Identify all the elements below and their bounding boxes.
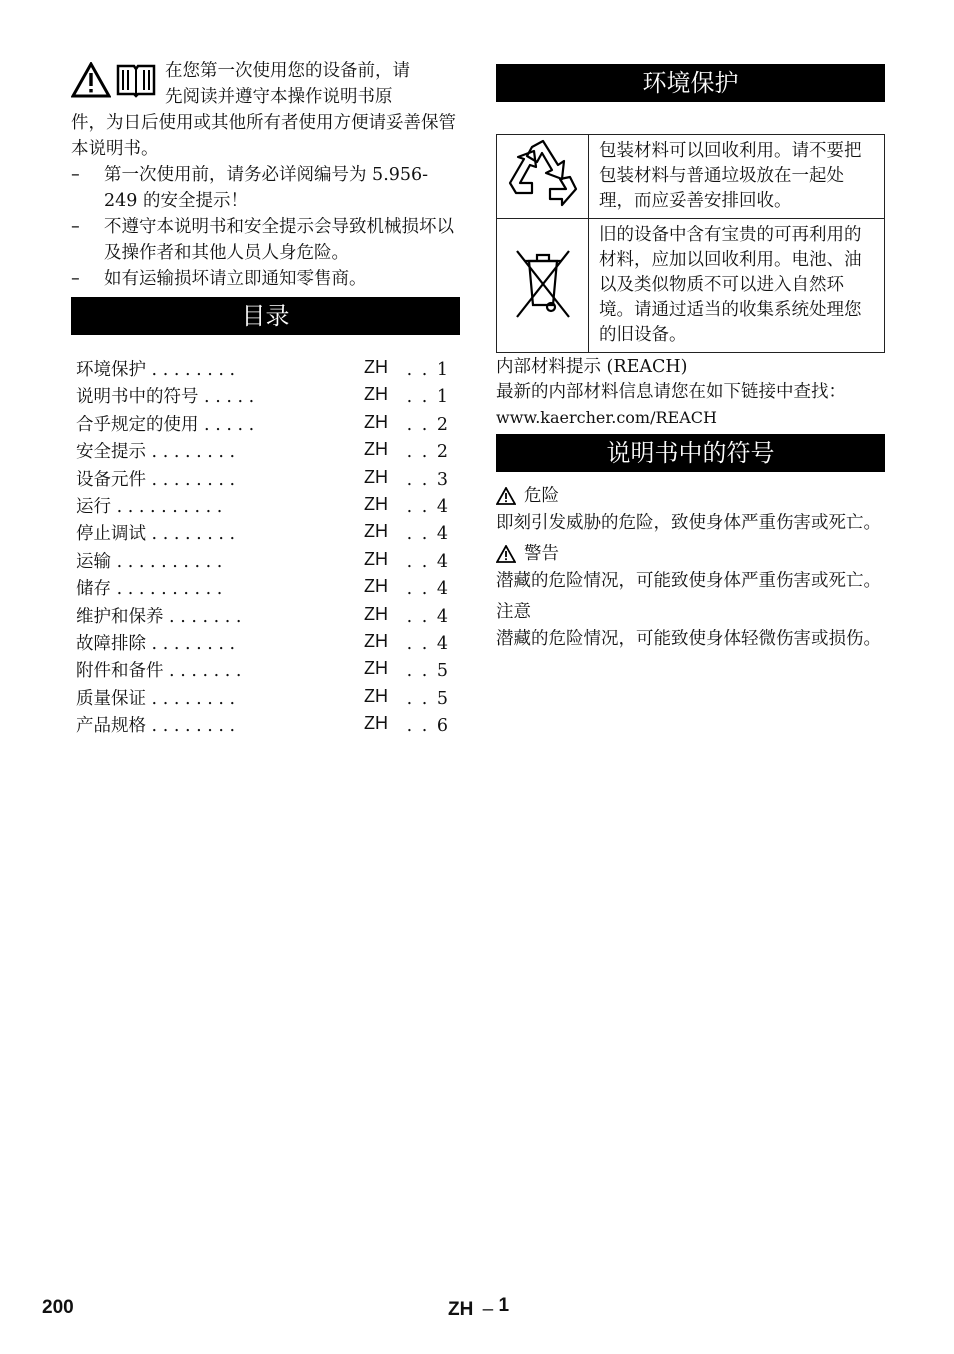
toc-title: 储存 . . . . . . . . . .: [76, 579, 223, 600]
warning-triangle-icon: [71, 62, 111, 98]
reach-text: 最新的内部材料信息请您在如下链接中查找：: [496, 382, 846, 402]
env-icon-cell: [497, 135, 589, 219]
toc-page: . . 5: [406, 661, 450, 682]
toc-row[interactable]: [71, 521, 460, 548]
toc-lang: ZH: [364, 658, 388, 679]
toc-row[interactable]: [71, 384, 460, 411]
toc-title: 维护和保养 . . . . . . .: [76, 606, 242, 627]
toc-page: . . 4: [406, 496, 450, 517]
toc-row[interactable]: [71, 494, 460, 521]
bullet-dash: –: [71, 165, 80, 185]
toc-lang: ZH: [364, 493, 388, 514]
toc-row[interactable]: [71, 357, 460, 384]
toc-page: . . 2: [406, 442, 450, 463]
toc-lang: ZH: [364, 357, 388, 377]
toc-page: . . 4: [406, 606, 450, 627]
warning-triangle-icon: [496, 487, 516, 505]
caution-label: 注意: [496, 602, 531, 622]
toc-lang: ZH: [364, 384, 388, 405]
toc-page: . . 1: [406, 387, 450, 408]
read-manual-book-icon: [115, 62, 157, 98]
toc-title: 合乎规定的使用 . . . . .: [76, 414, 255, 435]
toc-page: . . 5: [406, 688, 450, 709]
toc-title: 质量保证 . . . . . . . .: [76, 688, 236, 709]
env-icon-cell: [497, 219, 589, 353]
page-number: 200: [42, 1297, 74, 1318]
toc-lang: ZH: [364, 630, 388, 651]
bullet-dash: –: [71, 269, 80, 289]
toc-page: . . 2: [406, 414, 450, 435]
toc-lang: ZH: [364, 685, 388, 706]
left-column: [71, 58, 460, 740]
warning-triangle-icon: [496, 545, 516, 563]
intro-text-rest: 件，为日后使用或其他所有者使用方便请妥善保管本说明书。: [71, 113, 456, 159]
right-column: [496, 64, 885, 652]
toc-title: 运输 . . . . . . . . . .: [76, 551, 223, 572]
footer-dash: –: [482, 1299, 494, 1320]
toc-lang: ZH: [364, 439, 388, 460]
intro-text-top: [165, 58, 410, 110]
toc-title: 产品规格 . . . . . . . .: [76, 716, 236, 737]
warning-text: 潜藏的危险情况，可能致使身体严重伤害或死亡。: [496, 571, 881, 591]
caution-text: 潜藏的危险情况，可能致使身体轻微伤害或损伤。: [496, 629, 881, 649]
crossed-bin-icon: [511, 243, 575, 323]
env-text-cell: 旧的设备中含有宝贵的可再利用的材料，应加以回收利用。电池、油以及类似物质不可以进入自然环境。请通过适当的收集系统处理您的旧设备。: [589, 219, 885, 353]
bullet-text: 第一次使用前，请务必详阅编号为 5.956-249 的安全提示！: [104, 165, 429, 211]
bullet-dash: –: [71, 217, 80, 237]
toc-row[interactable]: [71, 549, 460, 576]
table-of-contents: [71, 357, 460, 740]
toc-page: . . 1: [406, 360, 450, 380]
toc-lang: ZH: [364, 603, 388, 624]
intro-line-2: 先阅读并遵守本操作说明书原: [165, 87, 393, 107]
toc-row[interactable]: [71, 686, 460, 713]
toc-page: . . 4: [406, 551, 450, 572]
toc-lang: ZH: [364, 713, 388, 734]
toc-lang: ZH: [364, 576, 388, 597]
toc-row[interactable]: [71, 412, 460, 439]
symbols-heading: 说明书中的符号: [496, 434, 885, 472]
toc-page: . . 6: [406, 716, 450, 737]
intro-icons: [71, 62, 157, 98]
toc-row[interactable]: [71, 631, 460, 658]
toc-title: 环境保护 . . . . . . . .: [76, 360, 236, 380]
bullet-text: 如有运输损坏请立即通知零售商。: [104, 269, 367, 289]
toc-title: 安全提示 . . . . . . . .: [76, 442, 236, 463]
toc-lang: ZH: [364, 411, 388, 432]
env-heading: 环境保护: [496, 64, 885, 102]
toc-title: 设备元件 . . . . . . . .: [76, 469, 236, 490]
toc-page: . . 4: [406, 633, 450, 654]
footer-sub-page: 1: [498, 1295, 510, 1316]
intro-block: [71, 58, 460, 110]
toc-row[interactable]: [71, 658, 460, 685]
caution-label-row: [496, 598, 885, 626]
toc-row[interactable]: [71, 467, 460, 494]
list-item: [71, 214, 460, 266]
toc-lang: ZH: [364, 466, 388, 487]
warning-label: 警告: [524, 544, 559, 564]
reach-title: 内部材料提示 (REACH): [496, 357, 688, 377]
recycle-icon: [506, 137, 580, 211]
toc-lang: ZH: [364, 548, 388, 569]
toc-page: . . 4: [406, 524, 450, 545]
list-item: [71, 162, 460, 214]
danger-text: 即刻引发威胁的危险，致使身体严重伤害或死亡。: [496, 513, 881, 533]
list-item: [71, 266, 460, 292]
env-text-cell: 包装材料可以回收利用。请不要把包装材料与普通垃圾放在一起处理，而应妥善安排回收。: [589, 135, 885, 219]
danger-label-row: [496, 482, 885, 510]
danger-label: 危险: [524, 486, 559, 506]
toc-title: 故障排除 . . . . . . . .: [76, 633, 236, 654]
toc-heading: 目录: [71, 297, 460, 335]
toc-title: 说明书中的符号 . . . . .: [76, 387, 255, 408]
bullet-text: 不遵守本说明书和安全提示会导致机械损坏以及操作者和其他人员人身危险。: [104, 217, 454, 263]
toc-lang: ZH: [364, 521, 388, 542]
toc-title: 停止调试 . . . . . . . .: [76, 524, 236, 545]
toc-page: . . 4: [406, 579, 450, 600]
toc-title: 附件和备件 . . . . . . .: [76, 661, 242, 682]
env-table: [496, 134, 885, 353]
toc-row[interactable]: [71, 576, 460, 603]
intro-bullets: [71, 162, 460, 292]
intro-line-1: 在您第一次使用您的设备前，请: [165, 61, 410, 81]
reach-link[interactable]: www.kaercher.com/REACH: [496, 408, 717, 427]
warning-label-row: [496, 540, 885, 568]
toc-row[interactable]: [71, 713, 460, 740]
table-row: [497, 219, 885, 353]
table-row: [497, 135, 885, 219]
footer-section: [448, 1295, 510, 1321]
toc-page: . . 3: [406, 469, 450, 490]
toc-title: 运行 . . . . . . . . . .: [76, 496, 223, 517]
toc-row[interactable]: [71, 439, 460, 466]
footer-section-code: ZH: [448, 1299, 474, 1320]
reach-block: [496, 355, 885, 430]
toc-row[interactable]: [71, 604, 460, 631]
